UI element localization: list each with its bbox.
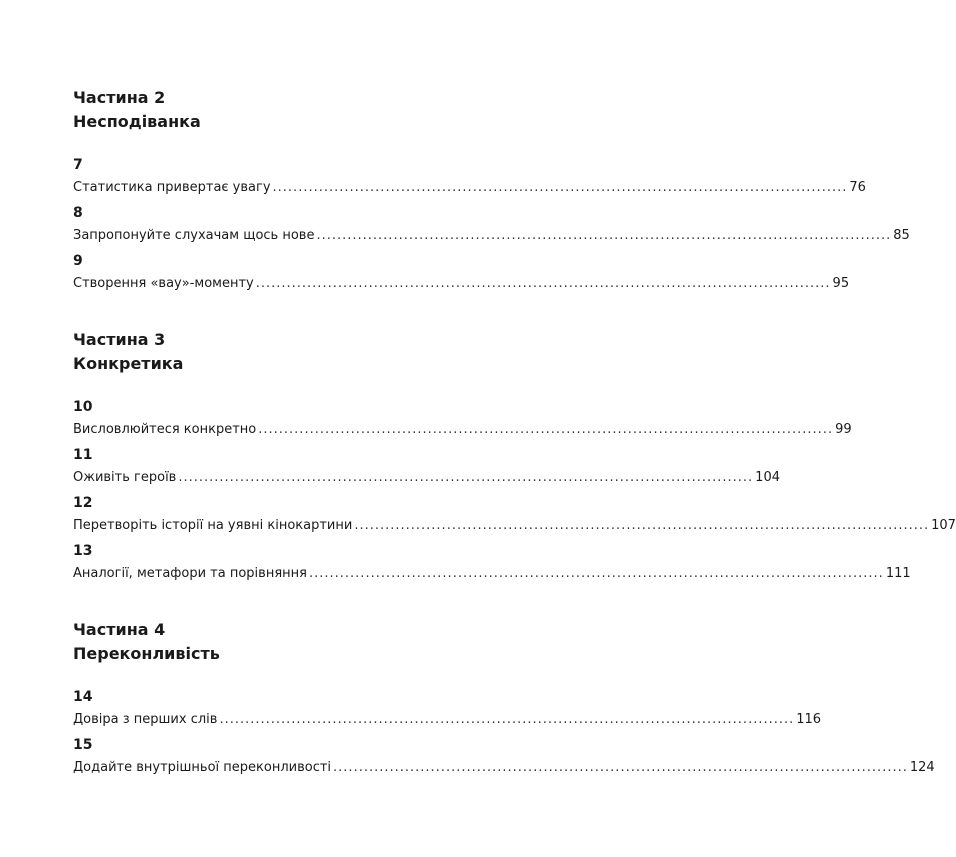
toc-entry[interactable] [73,540,911,586]
chapter-number: 13 [73,543,93,559]
part-name: Переконливість [73,644,220,663]
chapter-title: Висловлюйтеся конкретно [73,422,257,437]
page-number: 116 [796,712,822,727]
part-label: Частина 3 [73,330,166,349]
dot-leader: ................................................................................................................ [333,760,908,775]
part-name: Конкретика [73,354,184,373]
part-2 [73,86,910,296]
chapter-title: Створення «вау»-моменту [73,276,254,291]
dot-leader: ................................................................................................................ [308,566,884,581]
chapter-title: Довіра з перших слів [73,712,218,727]
toc-entry[interactable] [73,686,822,732]
dot-leader: ................................................................................................................ [178,470,754,485]
chapter-title: Запропонуйте слухачам щось нове [73,228,315,243]
toc-entry[interactable] [73,154,866,200]
chapter-number: 9 [73,253,83,269]
toc-entry[interactable] [73,444,780,490]
toc-entry[interactable] [73,396,852,442]
chapter-title: Статистика привертає увагу [73,180,271,195]
chapter-number: 10 [73,399,93,415]
chapter-number: 7 [73,157,83,173]
table-of-contents [73,86,956,812]
chapter-title: Додайте внутрішньої переконливості [73,760,332,775]
chapter-title: Аналогії, метафори та порівняння [73,566,307,581]
page-number: 85 [893,228,910,243]
toc-entry[interactable] [73,734,935,780]
chapter-title: Оживіть героїв [73,470,177,485]
chapter-number: 14 [73,689,93,705]
toc-entry[interactable] [73,492,956,538]
chapter-number: 12 [73,495,93,511]
chapter-number: 11 [73,447,93,463]
page-number: 76 [849,180,866,195]
part-3 [73,328,956,586]
page-number: 111 [885,566,911,581]
page-number: 124 [909,760,935,775]
dot-leader: ................................................................................................................ [272,180,848,195]
part-name: Несподіванка [73,112,201,131]
toc-entry[interactable] [73,250,850,296]
dot-leader: ................................................................................................................ [258,422,834,437]
chapter-number: 8 [73,205,83,221]
part-label: Частина 4 [73,620,166,639]
page-number: 107 [931,518,956,533]
chapter-number: 15 [73,737,93,753]
dot-leader: ................................................................................................................ [354,518,930,533]
toc-entry[interactable] [73,202,910,248]
dot-leader: ................................................................................................................ [316,228,892,243]
part-label: Частина 2 [73,88,166,107]
page-number: 95 [832,276,850,291]
dot-leader: ................................................................................................................ [219,712,795,727]
chapter-title: Перетворіть історії на уявні кінокартини [73,518,353,533]
dot-leader: ................................................................................................................ [255,276,831,291]
page-number: 104 [755,470,780,485]
page-number: 99 [835,422,852,437]
part-4 [73,618,935,780]
